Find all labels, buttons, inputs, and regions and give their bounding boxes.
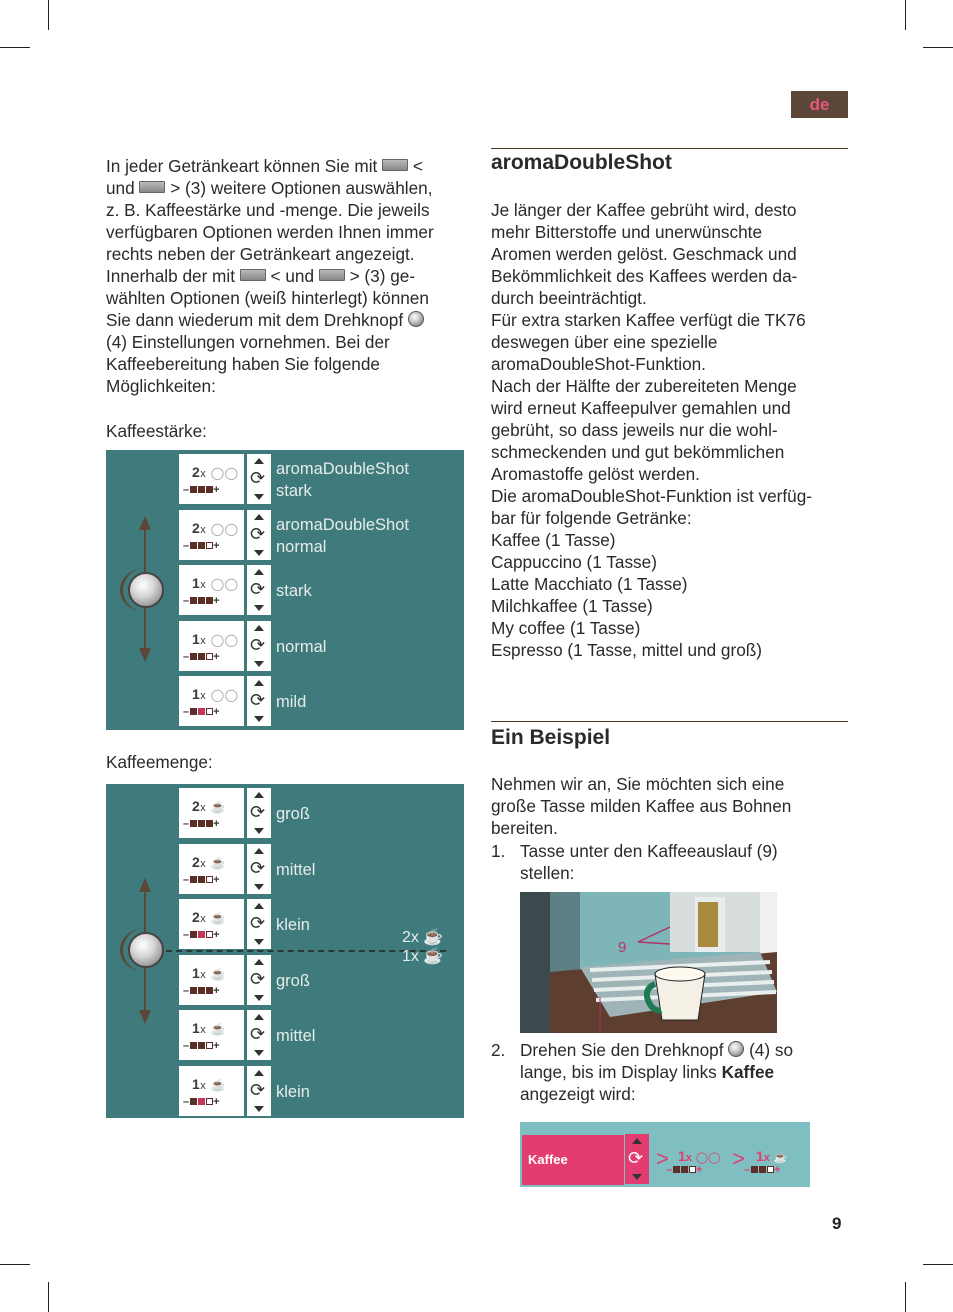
cup-icon: ☕ (423, 948, 444, 965)
option-label: klein (276, 1082, 310, 1101)
rotate-icon: ⟳ (250, 913, 266, 933)
minus-label: – (183, 1040, 190, 1052)
text: rechts neben der Getränkeart angezeigt. (106, 244, 415, 264)
option-row (178, 620, 464, 672)
level-square (190, 597, 197, 604)
level-square (190, 653, 197, 660)
text: < (412, 156, 423, 176)
up-arrow-icon (254, 792, 264, 798)
down-arrow-icon (254, 939, 264, 945)
text: (4) so (749, 1040, 794, 1060)
level-squares (183, 1040, 220, 1052)
spin-control (246, 954, 272, 1006)
text-line: wird erneut Kaffeepulver gemahlen und (491, 398, 791, 418)
plus-label: + (213, 818, 220, 830)
crop-mark (905, 0, 906, 30)
plus-label: + (213, 1040, 220, 1052)
option-row (178, 564, 464, 616)
option-label (276, 514, 409, 558)
plus-label: + (213, 1095, 220, 1108)
option-label: mild (276, 693, 307, 711)
count: 1 (192, 1020, 201, 1036)
x: x (200, 802, 207, 814)
text-line: Nehmen wir an, Sie möchten sich eine (491, 774, 785, 794)
step-number: 2. (491, 1040, 506, 1060)
option-row (178, 453, 464, 505)
knob-icon (128, 932, 164, 968)
rotate-icon: ⟳ (250, 968, 266, 989)
level-square (206, 542, 213, 549)
text-line: Aromen werden gelöst. Geschmack und (491, 244, 797, 264)
level-squares (183, 818, 220, 830)
spin-control (246, 787, 272, 839)
coffee-machine-illustration (520, 892, 777, 1033)
minus-label: – (183, 818, 190, 830)
plus-label: + (213, 595, 220, 607)
level-square (206, 876, 213, 883)
level-square (681, 1166, 688, 1173)
minus-label: – (183, 929, 190, 941)
level-square (190, 931, 197, 938)
count: 2 (192, 853, 201, 870)
option-row (178, 954, 464, 1006)
option-row (178, 898, 464, 950)
x: x (200, 690, 207, 702)
down-arrow-icon (254, 828, 264, 834)
crop-mark (0, 1264, 30, 1265)
level-square (198, 876, 205, 883)
page-number: 9 (832, 1214, 842, 1233)
level-square (198, 931, 205, 938)
crop-mark (0, 47, 30, 48)
plus-label: + (213, 650, 220, 663)
knob-icon (408, 311, 424, 327)
option-row (178, 509, 464, 561)
arrow-down-icon (139, 1010, 151, 1024)
minus-label: – (183, 539, 190, 552)
level-square (206, 708, 213, 715)
rotate-icon: ⟳ (250, 468, 266, 488)
knob-icon (128, 572, 164, 608)
option-cell (178, 675, 245, 727)
option-label: stark (276, 582, 312, 600)
minus-label: – (666, 1164, 673, 1176)
up-arrow-icon (254, 1014, 264, 1020)
divider-lower: 1x (402, 948, 419, 965)
option-row (178, 787, 464, 839)
minus-label: – (183, 484, 190, 496)
key-icon (139, 181, 165, 193)
option-label: normal (276, 637, 327, 656)
level-square (198, 542, 205, 549)
level-square (198, 1098, 205, 1105)
plus-label: + (774, 1164, 781, 1176)
option-cell (178, 787, 245, 839)
coffee-outlet-photo (520, 892, 777, 1033)
text: Drehen Sie den Drehknopf (520, 1040, 724, 1060)
spin-control (246, 1009, 272, 1061)
count: 2 (192, 798, 201, 814)
rotate-icon: ⟳ (250, 634, 266, 655)
text-line: bereiten. (491, 818, 558, 838)
minus-label: – (744, 1164, 751, 1176)
level-square (759, 1166, 766, 1173)
minus-label: – (183, 873, 190, 886)
level-squares (183, 706, 220, 718)
level-squares (183, 874, 220, 886)
rotate-icon: ⟳ (628, 1148, 644, 1168)
rotate-icon: ⟳ (250, 802, 266, 822)
option-cell (178, 564, 245, 616)
key-icon (240, 269, 266, 281)
text: Innerhalb der mit (106, 266, 235, 286)
option-label (276, 458, 409, 502)
level-squares (183, 929, 220, 941)
level-square (206, 653, 213, 660)
spin-control (246, 620, 272, 672)
x: x (200, 634, 207, 647)
level-square (190, 820, 197, 827)
down-arrow-icon (254, 494, 264, 500)
beans-icon: ◯◯ (210, 466, 239, 480)
x: x (200, 968, 207, 981)
beans-icon: ◯◯ (210, 632, 239, 647)
x: x (200, 857, 207, 870)
level-square (206, 820, 213, 827)
intro-text (106, 155, 466, 397)
option-label: klein (276, 916, 310, 934)
cup-icon: ☕ (210, 1077, 227, 1092)
level-squares (183, 540, 220, 552)
crop-mark (923, 47, 953, 48)
plus-label: + (696, 1164, 703, 1176)
level-square (198, 486, 205, 493)
minus-label: – (183, 1095, 190, 1108)
arrow-down-icon (139, 648, 151, 662)
beans-icon: ◯◯ (210, 688, 239, 702)
text-line: Latte Macchiato (1 Tasse) (491, 574, 688, 594)
text: Kaffeebereitung haben Sie folgende (106, 354, 380, 374)
text-line: Cappuccino (1 Tasse) (491, 552, 657, 572)
text-line: gebrüht, so dass jeweils nur die wohl- (491, 420, 778, 440)
plus-label: + (213, 929, 220, 941)
level-square (751, 1166, 758, 1173)
option-row (178, 1009, 464, 1061)
spin-control (246, 1065, 272, 1117)
text: (4) Einstellungen vornehmen. Bei der (106, 332, 390, 352)
down-arrow-icon (254, 661, 264, 667)
option-row (178, 1065, 464, 1117)
label-line: stark (276, 482, 312, 500)
level-square (689, 1166, 696, 1173)
minus-label: – (183, 706, 190, 718)
cup-icon: ☕ (210, 966, 227, 981)
level-squares (183, 595, 220, 607)
option-cell (178, 453, 245, 505)
cup-icon: ☕ (210, 855, 227, 870)
option-row (178, 675, 464, 727)
text-line: durch beeinträchtigt. (491, 288, 647, 308)
text-line: Kaffee (1 Tasse) (491, 530, 616, 550)
strength-panel (106, 450, 464, 730)
up-arrow-icon (632, 1138, 642, 1144)
count: 1 (192, 1075, 201, 1092)
count: 1 (756, 1148, 764, 1164)
level-square (198, 653, 205, 660)
down-arrow-icon (632, 1174, 642, 1180)
level-square (767, 1166, 774, 1173)
spin-control (246, 843, 272, 895)
count: 1 (192, 630, 201, 647)
down-arrow-icon (254, 605, 264, 611)
text-line: aromaDoubleShot-Funktion. (491, 354, 706, 374)
plus-label: + (213, 539, 220, 552)
down-arrow-icon (254, 550, 264, 556)
rotate-icon: ⟳ (250, 579, 266, 599)
amount-squares (744, 1164, 781, 1176)
down-arrow-icon (254, 884, 264, 890)
plus-label: + (213, 484, 220, 496)
language-badge: de (791, 91, 848, 118)
option-cell (178, 954, 245, 1006)
option-cell (178, 509, 245, 561)
key-icon (319, 269, 345, 281)
spin-control (246, 898, 272, 950)
up-arrow-icon (254, 848, 264, 854)
example-intro (491, 773, 848, 839)
level-square (190, 1042, 197, 1049)
text: Möglichkeiten: (106, 376, 216, 396)
level-square (206, 1042, 213, 1049)
x: x (200, 523, 207, 536)
display-drink-name: Kaffee (522, 1135, 624, 1185)
x: x (200, 468, 207, 480)
level-square (190, 1098, 197, 1105)
text: stellen: (520, 863, 575, 883)
section-rule (491, 721, 848, 722)
beans-icon: ◯◯ (210, 521, 239, 536)
level-square (198, 597, 205, 604)
text-line: Espresso (1 Tasse, mittel und groß) (491, 640, 762, 660)
amount-label: Kaffeemenge: (106, 752, 213, 772)
minus-label: – (183, 650, 190, 663)
minus-label: – (183, 595, 190, 607)
up-arrow-icon (254, 903, 264, 909)
text: und (106, 178, 135, 198)
option-cell (178, 1009, 245, 1061)
label-line: aromaDoubleShot (276, 460, 409, 478)
count: 2 (192, 464, 201, 480)
option-cell (178, 1065, 245, 1117)
plus-label: + (213, 706, 220, 718)
text: verfügbaren Optionen werden Ihnen immer (106, 222, 434, 242)
text: lange, bis im Display links (520, 1062, 717, 1082)
option-label: groß (276, 805, 310, 823)
cup-icon: ☕ (210, 1022, 227, 1036)
option-cell (178, 843, 245, 895)
level-square (673, 1166, 680, 1173)
rotate-icon: ⟳ (250, 1079, 266, 1100)
level-square (198, 987, 205, 994)
display-spin-control (624, 1133, 650, 1185)
key-icon (382, 159, 408, 171)
x: x (763, 1152, 770, 1164)
strength-squares (666, 1164, 703, 1176)
count: 1 (192, 575, 201, 591)
level-square (206, 931, 213, 938)
step-text (520, 1039, 848, 1105)
level-square (198, 708, 205, 715)
level-square (198, 1042, 205, 1049)
option-cell (178, 620, 245, 672)
text-line: mehr Bitterstoffe und unerwünschte (491, 222, 763, 242)
option-label: mittel (276, 860, 316, 879)
label-line: normal (276, 537, 327, 556)
text: angezeigt wird: (520, 1084, 636, 1104)
crop-mark (923, 1264, 953, 1265)
text-line: Je länger der Kaffee gebrüht wird, desto (491, 200, 797, 220)
beans-icon: ◯◯ (695, 1152, 721, 1164)
level-square (206, 597, 213, 604)
level-squares (183, 484, 220, 496)
level-square (206, 987, 213, 994)
level-square (190, 876, 197, 883)
beans-icon: ◯◯ (210, 577, 239, 591)
level-squares (183, 1096, 220, 1108)
level-square (190, 542, 197, 549)
cup-icon: ☕ (423, 929, 444, 946)
spin-control (246, 564, 272, 616)
text: wählten Optionen (weiß hinterlegt) können (106, 288, 429, 308)
option-cell (178, 898, 245, 950)
text: Sie dann wiederum mit dem Drehknopf (106, 310, 404, 330)
text-line: Bekömmlichkeit des Kaffees werden da- (491, 266, 798, 286)
x: x (685, 1152, 692, 1164)
option-row (178, 843, 464, 895)
display-screen (520, 1122, 810, 1187)
rotate-icon: ⟳ (250, 1024, 266, 1044)
strength-label: Kaffeestärke: (106, 421, 207, 441)
text-line: Milchkaffee (1 Tasse) (491, 596, 653, 616)
rotate-icon: ⟳ (250, 857, 266, 878)
cup-icon: ☕ (210, 800, 227, 814)
step-1 (491, 840, 848, 884)
level-square (198, 820, 205, 827)
step-text (520, 840, 848, 884)
count: 1 (678, 1148, 686, 1164)
aroma-text (491, 199, 848, 661)
chevron-icon: > (656, 1146, 669, 1171)
cup-icon: ☕ (773, 1152, 788, 1164)
cup-icon: ☕ (210, 911, 227, 925)
x: x (200, 1079, 207, 1092)
x: x (200, 1024, 207, 1036)
up-arrow-icon (254, 458, 264, 464)
text: > (3) ge- (349, 266, 416, 286)
crop-mark (905, 1282, 906, 1312)
x: x (200, 579, 207, 591)
level-square (190, 486, 197, 493)
option-label: groß (276, 971, 310, 990)
up-arrow-icon (254, 959, 264, 965)
text-line: deswegen über eine spezielle (491, 332, 718, 352)
level-square (190, 987, 197, 994)
crop-mark (48, 0, 49, 30)
text: Tasse unter den Kaffeeauslauf (9) (520, 841, 778, 861)
section-rule (491, 148, 848, 149)
plus-label: + (213, 984, 220, 997)
spin-control (246, 675, 272, 727)
step-2 (491, 1039, 848, 1105)
level-square (206, 486, 213, 493)
display-option-strength (666, 1148, 730, 1184)
text-line: bar für folgende Getränke: (491, 508, 692, 528)
level-squares (183, 651, 220, 663)
example-heading: Ein Beispiel (491, 726, 611, 749)
text: In jeder Getränkeart können Sie mit (106, 156, 378, 176)
crop-mark (48, 1282, 49, 1312)
amount-panel (106, 784, 464, 1118)
divider-upper: 2x (402, 929, 419, 946)
text-line: Die aromaDoubleShot-Funktion ist verfüg- (491, 486, 812, 506)
spin-control (246, 453, 272, 505)
down-arrow-icon (254, 995, 264, 1001)
rotate-icon: ⟳ (250, 523, 266, 544)
aroma-heading: aromaDoubleShot (491, 151, 672, 174)
down-arrow-icon (254, 1050, 264, 1056)
text-line: große Tasse milden Kaffee aus Bohnen (491, 796, 792, 816)
label-line: aromaDoubleShot (276, 515, 409, 534)
up-arrow-icon (254, 1070, 264, 1076)
up-arrow-icon (254, 625, 264, 631)
level-squares (183, 985, 220, 997)
level-square (206, 1098, 213, 1105)
down-arrow-icon (254, 1106, 264, 1112)
plus-label: + (213, 873, 220, 886)
spin-control (246, 509, 272, 561)
text-line: My coffee (1 Tasse) (491, 618, 641, 638)
step-number: 1. (491, 841, 506, 861)
count: 2 (192, 909, 201, 925)
count: 2 (192, 519, 201, 536)
text: > (3) weitere Optionen auswählen, (170, 178, 433, 198)
x: x (200, 913, 207, 925)
up-arrow-icon (254, 680, 264, 686)
count: 1 (192, 964, 201, 981)
text-line: schmeckenden und gut bekömmlichen (491, 442, 785, 462)
bold-text: Kaffee (721, 1062, 775, 1082)
text: z. B. Kaffeestärke und -menge. Die jeweils (106, 200, 430, 220)
chevron-icon: > (732, 1146, 745, 1171)
minus-label: – (183, 984, 190, 997)
up-arrow-icon (254, 514, 264, 520)
display-option-amount (744, 1148, 808, 1184)
level-square (190, 708, 197, 715)
text: < und (270, 266, 315, 286)
knob-icon (728, 1041, 744, 1057)
text-line: Aromastoffe gelöst werden. (491, 464, 700, 484)
down-arrow-icon (254, 716, 264, 722)
rotate-icon: ⟳ (250, 690, 266, 710)
text-line: Für extra starken Kaffee verfügt die TK76 (491, 310, 806, 330)
text-line: Nach der Hälfte der zubereiteten Menge (491, 376, 797, 396)
outlet-number-label: 9 (618, 939, 627, 956)
up-arrow-icon (254, 569, 264, 575)
option-label: mittel (276, 1027, 316, 1045)
count: 1 (192, 686, 201, 702)
